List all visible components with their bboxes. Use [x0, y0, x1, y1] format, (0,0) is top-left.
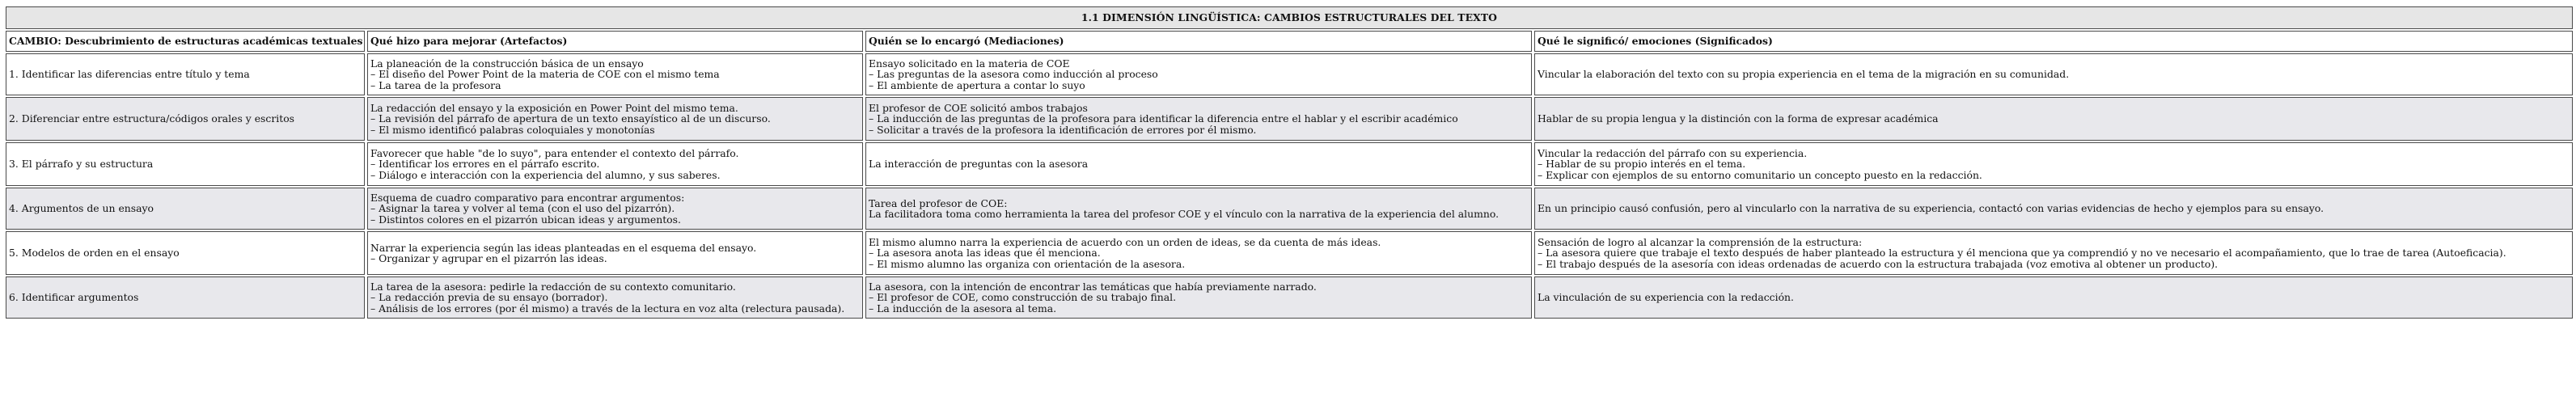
- artefactos-line: – El diseño del Power Point de la materia de COE con el mismo tema: [370, 68, 720, 81]
- header-artefactos: Qué hizo para mejorar (Artefactos): [367, 31, 863, 52]
- mediaciones-line: El profesor de COE solicitó ambos trabajos: [869, 102, 1088, 115]
- cambio-cell: 2. Diferenciar entre estructura/códigos orales y escritos: [6, 97, 365, 141]
- table-row: [6, 276, 2573, 319]
- table-row: [6, 97, 2573, 141]
- table-row: [6, 142, 2573, 186]
- mediaciones-line: – La inducción de las preguntas de la profesora para identificar la diferencia entre el hablar y el escribir académico: [869, 112, 1458, 125]
- table-row: [6, 188, 2573, 230]
- artefactos-line: Favorecer que hable "de lo suyo", para entender el contexto del párrafo.: [370, 147, 739, 160]
- header-row: [6, 31, 2573, 52]
- mediaciones-line: – El mismo alumno las organiza con orientación de la asesora.: [869, 257, 1186, 270]
- mediaciones-line: La interacción de preguntas con la asesora: [869, 158, 1089, 171]
- artefactos-line: – El mismo identificó palabras coloquiales y monotonías: [370, 123, 655, 136]
- mediaciones-line: La asesora, con la intención de encontrar las temáticas que había previamente narrado.: [869, 281, 1317, 293]
- significados-line: – El trabajo después de la asesoría con ideas ordenadas de acuerdo con la estructura trabajada (voz emotiva al obtener un producto).: [1538, 257, 2219, 270]
- significados-line: – Hablar de su propio interés en el tema.: [1538, 158, 1746, 171]
- artefactos-line: Narrar la experiencia según las ideas planteadas en el esquema del ensayo.: [370, 241, 757, 254]
- artefactos-cell: [367, 97, 863, 141]
- significados-cell: [1534, 53, 2573, 95]
- mediaciones-line: – La inducción de la asesora al tema.: [869, 302, 1057, 314]
- mediaciones-cell: [865, 276, 1532, 319]
- header-cambio: CAMBIO: Descubrimiento de estructuras académicas textuales: [6, 31, 365, 52]
- significados-line: Vincular la redacción del párrafo con su experiencia.: [1538, 147, 1808, 160]
- table-row: [6, 53, 2573, 95]
- significados-line: En un principio causó confusión, pero al vincularlo con la narrativa de su experiencia, contactó con varias evidencias de hecho y ejemplos para su ensayo.: [1538, 202, 2324, 215]
- artefactos-cell: [367, 231, 863, 275]
- artefactos-line: La redacción del ensayo y la exposición en Power Point del mismo tema.: [370, 102, 738, 115]
- significados-cell: [1534, 188, 2573, 230]
- significados-cell: [1534, 97, 2573, 141]
- significados-cell: [1534, 231, 2573, 275]
- mediaciones-cell: [865, 53, 1532, 95]
- title-row: [6, 6, 2573, 29]
- significados-cell: [1534, 276, 2573, 319]
- mediaciones-cell: [865, 188, 1532, 230]
- significados-line: Sensación de logro al alcanzar la comprensión de la estructura:: [1538, 236, 1863, 249]
- significados-cell: [1534, 142, 2573, 186]
- artefactos-line: – Organizar y agrupar en el pizarrón las ideas.: [370, 252, 607, 264]
- artefactos-line: – Distintos colores en el pizarrón ubican ideas y argumentos.: [370, 213, 681, 226]
- artefactos-cell: [367, 142, 863, 186]
- mediaciones-cell: [865, 142, 1532, 186]
- mediaciones-line: Tarea del profesor de COE:: [869, 196, 1008, 209]
- table-title: 1.1 DIMENSIÓN LINGÜÍSTICA: CAMBIOS ESTRUCTURALES DEL TEXTO: [6, 6, 2573, 29]
- mediaciones-line: Ensayo solicitado en la materia de COE: [869, 57, 1070, 70]
- header-significados: Qué le significó/ emociones (Significados): [1534, 31, 2573, 52]
- artefactos-line: – Diálogo e interacción con la experiencia del alumno, y sus saberes.: [370, 168, 721, 181]
- mediaciones-line: – Solicitar a través de la profesora la identificación de errores por él mismo.: [869, 123, 1257, 136]
- artefactos-line: La tarea de la asesora: pedirle la redacción de su contexto comunitario.: [370, 281, 736, 293]
- artefactos-cell: [367, 188, 863, 230]
- table-row: [6, 231, 2573, 275]
- cambio-cell: 1. Identificar las diferencias entre título y tema: [6, 53, 365, 95]
- artefactos-line: – La tarea de la profesora: [370, 78, 501, 91]
- significados-line: La vinculación de su experiencia con la redacción.: [1538, 291, 1794, 304]
- artefactos-line: – La redacción previa de su ensayo (borrador).: [370, 291, 608, 304]
- significados-line: Vincular la elaboración del texto con su propia experiencia en el tema de la migración en su comunidad.: [1538, 68, 2070, 81]
- header-mediaciones: Quién se lo encargó (Mediaciones): [865, 31, 1532, 52]
- mediaciones-line: La facilitadora toma como herramienta la tarea del profesor COE y el vínculo con la narrativa de la experiencia del alumno.: [869, 208, 1499, 220]
- mediaciones-cell: [865, 97, 1532, 141]
- cambio-cell: 6. Identificar argumentos: [6, 276, 365, 319]
- artefactos-line: – Análisis de los errores (por él mismo) a través de la lectura en voz alta (relectura pausada).: [370, 302, 845, 314]
- mediaciones-line: – Las preguntas de la asesora como inducción al proceso: [869, 68, 1158, 81]
- artefactos-line: – Identificar los errores en el párrafo escrito.: [370, 158, 600, 171]
- mediaciones-line: – La asesora anota las ideas que él menciona.: [869, 247, 1101, 260]
- mediaciones-line: – El profesor de COE, como construcción de su trabajo final.: [869, 291, 1177, 304]
- significados-line: – Explicar con ejemplos de su entorno comunitario un concepto puesto en la redacción.: [1538, 168, 1982, 181]
- mediaciones-cell: [865, 231, 1532, 275]
- significados-line: Hablar de su propia lengua y la distinción con la forma de expresar académica: [1538, 112, 1939, 125]
- artefactos-line: La planeación de la construcción básica de un ensayo: [370, 57, 644, 70]
- artefactos-cell: [367, 53, 863, 95]
- mediaciones-line: – El ambiente de apertura a contar lo suyo: [869, 78, 1085, 91]
- cambio-cell: 3. El párrafo y su estructura: [6, 142, 365, 186]
- changes-table: [3, 5, 2575, 320]
- artefactos-line: – Asignar la tarea y volver al tema (con el uso del pizarrón).: [370, 202, 675, 215]
- cambio-cell: 4. Argumentos de un ensayo: [6, 188, 365, 230]
- artefactos-line: – La revisión del párrafo de apertura de un texto ensayístico al de un discurso.: [370, 112, 771, 125]
- mediaciones-line: El mismo alumno narra la experiencia de acuerdo con un orden de ideas, se da cuenta de más ideas.: [869, 236, 1381, 249]
- cambio-cell: 5. Modelos de orden en el ensayo: [6, 231, 365, 275]
- document-table-container: [3, 5, 2573, 320]
- artefactos-line: Esquema de cuadro comparativo para encontrar argumentos:: [370, 192, 685, 205]
- artefactos-cell: [367, 276, 863, 319]
- significados-line: – La asesora quiere que trabaje el texto después de haber planteado la estructura y él menciona que ya comprendió y no ve necesario el acompañamiento, que lo trae de tarea (Autoeficacia).: [1538, 247, 2506, 260]
